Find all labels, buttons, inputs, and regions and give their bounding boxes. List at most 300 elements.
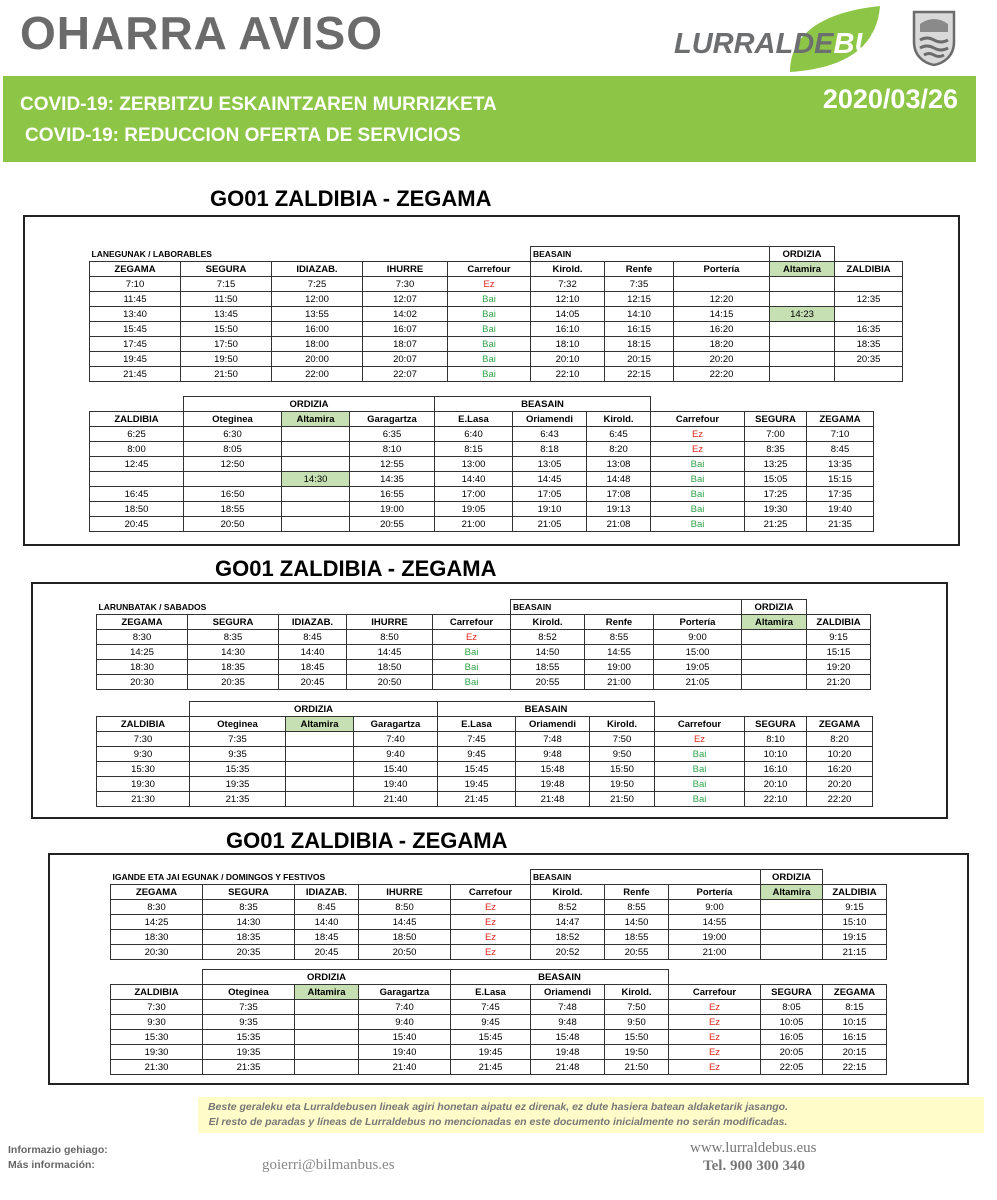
time-cell: 21:08	[587, 517, 651, 532]
time-cell: 12:00	[272, 292, 363, 307]
time-cell: 14:35	[350, 472, 435, 487]
table-row	[97, 675, 871, 690]
time-cell: 14:47	[531, 915, 605, 930]
time-cell: 19:30	[111, 1045, 203, 1060]
time-cell: 11:45	[90, 292, 181, 307]
table-row	[97, 762, 873, 777]
time-cell: Ez	[651, 442, 745, 457]
time-cell: Ez	[451, 915, 531, 930]
time-cell: 12:15	[605, 292, 674, 307]
header-row	[97, 717, 873, 732]
time-cell: 15:15	[807, 645, 871, 660]
time-cell: 7:50	[605, 1000, 669, 1015]
time-cell: 14:55	[585, 645, 654, 660]
column-header: SEGURA	[761, 985, 823, 1000]
time-cell: 17:00	[435, 487, 513, 502]
time-cell: 18:55	[184, 502, 282, 517]
time-cell: 13:00	[435, 457, 513, 472]
column-header: Carrefour	[448, 262, 531, 277]
time-cell: 21:20	[807, 675, 871, 690]
time-cell: 19:50	[590, 777, 655, 792]
time-cell: 19:45	[90, 352, 181, 367]
empty-cell	[111, 970, 203, 985]
time-cell: 8:30	[97, 630, 188, 645]
time-cell: Bai	[655, 747, 745, 762]
empty-cell	[669, 970, 887, 985]
table-row	[111, 915, 887, 930]
time-cell: 19:45	[451, 1045, 531, 1060]
time-cell: 20:35	[188, 675, 279, 690]
time-cell: 21:45	[451, 1060, 531, 1075]
time-cell: 22:07	[363, 367, 448, 382]
note-line-es: El resto de paradas y líneas de Lurraldebus no mencionadas en este documento inicialmente no serán modificadas.	[208, 1116, 788, 1128]
time-cell: 16:00	[272, 322, 363, 337]
time-cell: 10:20	[807, 747, 873, 762]
time-cell: 13:35	[807, 457, 874, 472]
time-cell: 7:30	[363, 277, 448, 292]
table-row	[90, 517, 874, 532]
time-cell: 9:00	[654, 630, 742, 645]
time-cell: 8:55	[605, 900, 669, 915]
column-header: ZALDIBIA	[111, 985, 203, 1000]
column-header: E.Lasa	[451, 985, 531, 1000]
table-row	[90, 307, 903, 322]
time-cell: 19:48	[531, 1045, 605, 1060]
table-row	[90, 337, 903, 352]
time-cell: 20:10	[745, 777, 807, 792]
time-cell: 14:23	[770, 307, 835, 322]
time-cell	[761, 915, 823, 930]
time-cell: 19:00	[585, 660, 654, 675]
time-cell: 14:55	[669, 915, 761, 930]
time-cell: 15:50	[590, 762, 655, 777]
time-cell: 8:45	[279, 630, 347, 645]
header-row	[97, 615, 871, 630]
time-cell: 20:10	[531, 352, 605, 367]
time-cell: 16:07	[363, 322, 448, 337]
column-header: ZEGAMA	[807, 412, 874, 427]
time-cell	[295, 1030, 359, 1045]
time-cell: 19:40	[807, 502, 874, 517]
time-cell: 20:50	[359, 945, 451, 960]
time-cell: 14:25	[111, 915, 203, 930]
time-cell: 19:50	[181, 352, 272, 367]
time-cell: 8:52	[531, 900, 605, 915]
time-cell: 15:48	[516, 762, 590, 777]
column-header: IHURRE	[359, 885, 451, 900]
column-header: Oteginea	[190, 717, 286, 732]
time-cell: 17:45	[90, 337, 181, 352]
time-cell: 9:30	[111, 1015, 203, 1030]
time-cell: 8:50	[347, 630, 433, 645]
time-cell: 19:15	[823, 930, 887, 945]
time-cell: 20:55	[511, 675, 585, 690]
time-cell: 18:35	[188, 660, 279, 675]
time-cell: 6:43	[513, 427, 587, 442]
time-cell: 7:48	[531, 1000, 605, 1015]
coat-of-arms-icon	[910, 8, 958, 66]
table-row	[90, 277, 903, 292]
covid-banner	[3, 76, 976, 162]
column-header: Carrefour	[655, 717, 745, 732]
column-header: IHURRE	[363, 262, 448, 277]
time-cell	[90, 472, 184, 487]
time-cell	[282, 502, 350, 517]
column-header: Carrefour	[651, 412, 745, 427]
time-cell: 7:10	[90, 277, 181, 292]
time-cell: Bai	[655, 762, 745, 777]
time-cell: 17:05	[513, 487, 587, 502]
time-cell	[295, 1000, 359, 1015]
time-cell	[282, 427, 350, 442]
time-cell: 10:05	[761, 1015, 823, 1030]
time-cell: 15:10	[823, 915, 887, 930]
time-cell: 21:45	[438, 792, 516, 807]
page-title: OHARRA AVISO	[20, 7, 383, 59]
column-header: E.Lasa	[435, 412, 513, 427]
time-cell: 21:40	[359, 1060, 451, 1075]
time-cell: 14:48	[587, 472, 651, 487]
time-cell: 17:35	[807, 487, 874, 502]
time-cell: 14:50	[511, 645, 585, 660]
time-cell: 18:30	[111, 930, 203, 945]
time-cell: 18:55	[511, 660, 585, 675]
time-cell: Bai	[655, 792, 745, 807]
lurraldebus-logo	[672, 4, 895, 72]
time-cell: 8:35	[188, 630, 279, 645]
time-cell: 11:50	[181, 292, 272, 307]
time-cell	[835, 367, 903, 382]
time-cell	[295, 1060, 359, 1075]
logo-text-lurralde: LURRALDE	[674, 28, 834, 60]
website-link[interactable]: www.lurraldebus.eus	[690, 1140, 817, 1156]
time-cell: 18:35	[203, 930, 295, 945]
column-header: Kirold.	[531, 885, 605, 900]
outbound-timetable	[96, 599, 871, 690]
time-cell: 14:40	[435, 472, 513, 487]
time-cell: 18:50	[347, 660, 433, 675]
time-cell	[286, 792, 354, 807]
table-row	[97, 660, 871, 675]
time-cell: Bai	[655, 777, 745, 792]
time-cell: 21:05	[513, 517, 587, 532]
column-header: ZALDIBIA	[90, 412, 184, 427]
time-cell: 9:15	[807, 630, 871, 645]
column-header: ZEGAMA	[97, 615, 188, 630]
column-header: SEGURA	[745, 717, 807, 732]
column-header: Altamira	[282, 412, 350, 427]
time-cell: 18:50	[359, 930, 451, 945]
time-cell: 19:20	[807, 660, 871, 675]
service-day-label: IGANDE ETA JAI EGUNAK / DOMINGOS Y FESTIVOS	[112, 871, 326, 882]
time-cell: 20:15	[823, 1045, 887, 1060]
time-cell	[286, 732, 354, 747]
time-cell: 21:50	[590, 792, 655, 807]
time-cell: 15:48	[531, 1030, 605, 1045]
time-cell: 10:15	[823, 1015, 887, 1030]
time-cell: 21:00	[669, 945, 761, 960]
time-cell: 12:50	[184, 457, 282, 472]
column-header: Oteginea	[203, 985, 295, 1000]
time-cell: 9:40	[354, 747, 438, 762]
table-row	[111, 1030, 887, 1045]
logo-text-bus: BUS	[833, 28, 895, 60]
time-cell: 20:05	[761, 1045, 823, 1060]
time-cell: 20:45	[90, 517, 184, 532]
time-cell: 13:40	[90, 307, 181, 322]
time-cell: 21:35	[807, 517, 874, 532]
group-ordizia: ORDIZIA	[742, 600, 807, 615]
group-ordizia: ORDIZIA	[761, 870, 823, 885]
time-cell: Ez	[655, 732, 745, 747]
column-header: Garagartza	[350, 412, 435, 427]
time-cell: 8:52	[511, 630, 585, 645]
time-cell: 19:13	[587, 502, 651, 517]
time-cell: 7:25	[272, 277, 363, 292]
column-header: IDIAZAB.	[272, 262, 363, 277]
time-cell: 9:50	[605, 1015, 669, 1030]
column-header: Garagartza	[359, 985, 451, 1000]
time-cell: 18:10	[531, 337, 605, 352]
time-cell	[770, 337, 835, 352]
time-cell: 21:45	[90, 367, 181, 382]
time-cell	[282, 442, 350, 457]
time-cell: 12:20	[674, 292, 770, 307]
time-cell: 21:30	[111, 1060, 203, 1075]
time-cell: 18:45	[295, 930, 359, 945]
table-row	[97, 732, 873, 747]
time-cell: 7:45	[438, 732, 516, 747]
group-beasain: BEASAIN	[531, 247, 770, 262]
time-cell: 20:07	[363, 352, 448, 367]
time-cell: 18:00	[272, 337, 363, 352]
time-cell: 15:35	[203, 1030, 295, 1045]
empty-cell	[655, 702, 873, 717]
table-row	[90, 442, 874, 457]
time-cell	[742, 675, 807, 690]
time-cell: 18:55	[605, 930, 669, 945]
phone-number: Tel. 900 300 340	[703, 1158, 805, 1174]
time-cell: 19:50	[605, 1045, 669, 1060]
time-cell: 16:10	[531, 322, 605, 337]
empty-cell	[651, 397, 874, 412]
group-beasain: BEASAIN	[531, 870, 761, 885]
column-header: IHURRE	[347, 615, 433, 630]
column-header: SEGURA	[745, 412, 807, 427]
time-cell: 21:00	[585, 675, 654, 690]
table-row	[111, 900, 887, 915]
table-row	[97, 630, 871, 645]
time-cell: 8:15	[435, 442, 513, 457]
time-cell: 22:05	[761, 1060, 823, 1075]
column-header: Renfe	[585, 615, 654, 630]
time-cell: Bai	[433, 675, 511, 690]
time-cell: 20:35	[835, 352, 903, 367]
time-cell: 17:25	[745, 487, 807, 502]
empty-cell	[97, 702, 190, 717]
time-cell: 8:30	[111, 900, 203, 915]
time-cell	[282, 517, 350, 532]
column-header: E.Lasa	[438, 717, 516, 732]
time-cell: 16:50	[184, 487, 282, 502]
column-header: ZEGAMA	[807, 717, 873, 732]
time-cell: 7:15	[181, 277, 272, 292]
time-cell: 14:10	[605, 307, 674, 322]
time-cell: Bai	[448, 337, 531, 352]
empty-cell	[807, 600, 871, 615]
time-cell: 14:30	[282, 472, 350, 487]
time-cell: 19:00	[669, 930, 761, 945]
time-cell: 8:00	[90, 442, 184, 457]
column-header: Oteginea	[184, 412, 282, 427]
empty-cell	[823, 870, 887, 885]
column-header: Kirold.	[590, 717, 655, 732]
column-header: Portería	[669, 885, 761, 900]
time-cell: Ez	[451, 945, 531, 960]
time-cell: 21:35	[203, 1060, 295, 1075]
inbound-timetable	[89, 396, 874, 532]
table-row	[111, 1060, 887, 1075]
time-cell: 22:10	[745, 792, 807, 807]
time-cell: 18:45	[279, 660, 347, 675]
column-header: ZALDIBIA	[97, 717, 190, 732]
table-row	[97, 747, 873, 762]
time-cell: Bai	[651, 502, 745, 517]
time-cell: 8:20	[807, 732, 873, 747]
column-header: Garagartza	[354, 717, 438, 732]
time-cell: 7:32	[531, 277, 605, 292]
column-header: SEGURA	[181, 262, 272, 277]
time-cell: 7:35	[203, 1000, 295, 1015]
time-cell: 20:15	[605, 352, 674, 367]
group-beasain: BEASAIN	[435, 397, 651, 412]
time-cell: 12:55	[350, 457, 435, 472]
time-cell: 15:00	[654, 645, 742, 660]
time-cell: 16:05	[761, 1030, 823, 1045]
time-cell: 7:45	[451, 1000, 531, 1015]
table-row	[90, 472, 874, 487]
time-cell: 15:50	[181, 322, 272, 337]
banner-line-eu: COVID-19: ZERBITZU ESKAINTZAREN MURRIZKETA	[20, 94, 497, 115]
time-cell: 21:50	[181, 367, 272, 382]
column-header: ZALDIBIA	[823, 885, 887, 900]
contact-email-link[interactable]: goierri@bilmanbus.es	[262, 1157, 395, 1173]
time-cell: 14:45	[359, 915, 451, 930]
time-cell: 16:55	[350, 487, 435, 502]
time-cell: 18:50	[90, 502, 184, 517]
time-cell: 15:30	[111, 1030, 203, 1045]
table-row	[90, 367, 903, 382]
column-header: Altamira	[742, 615, 807, 630]
time-cell: 15:45	[90, 322, 181, 337]
column-header: ZALDIBIA	[835, 262, 903, 277]
time-cell: 22:15	[605, 367, 674, 382]
time-cell: 20:35	[203, 945, 295, 960]
time-cell: 20:20	[674, 352, 770, 367]
column-header: Renfe	[605, 885, 669, 900]
time-cell: 7:48	[516, 732, 590, 747]
time-cell: 22:00	[272, 367, 363, 382]
table-row	[90, 487, 874, 502]
time-cell: 13:05	[513, 457, 587, 472]
time-cell: 19:30	[97, 777, 190, 792]
table-row	[111, 1015, 887, 1030]
time-cell: 8:50	[359, 900, 451, 915]
service-day-label: LARUNBATAK / SABADOS	[98, 601, 207, 612]
time-cell: 7:10	[807, 427, 874, 442]
outbound-timetable	[89, 246, 903, 382]
time-cell: 14:15	[674, 307, 770, 322]
time-cell	[770, 292, 835, 307]
time-cell	[742, 645, 807, 660]
time-cell	[761, 900, 823, 915]
time-cell: Bai	[651, 472, 745, 487]
time-cell: 14:45	[513, 472, 587, 487]
time-cell: Ez	[433, 630, 511, 645]
time-cell: 21:05	[654, 675, 742, 690]
time-cell	[761, 945, 823, 960]
time-cell: 7:00	[745, 427, 807, 442]
time-cell	[286, 762, 354, 777]
time-cell: 9:40	[359, 1015, 451, 1030]
time-cell: 14:50	[605, 915, 669, 930]
time-cell: 19:05	[435, 502, 513, 517]
time-cell: 15:45	[438, 762, 516, 777]
column-header: Altamira	[761, 885, 823, 900]
column-header: Oriamendi	[513, 412, 587, 427]
column-header: Oriamendi	[516, 717, 590, 732]
time-cell	[835, 277, 903, 292]
column-header: Oriamendi	[531, 985, 605, 1000]
time-cell: Bai	[448, 307, 531, 322]
section-title-weekdays: GO01 ZALDIBIA - ZEGAMA	[210, 186, 492, 211]
time-cell: 7:40	[354, 732, 438, 747]
header-row	[111, 885, 887, 900]
time-cell: 20:00	[272, 352, 363, 367]
time-cell: 18:15	[605, 337, 674, 352]
time-cell: 16:35	[835, 322, 903, 337]
time-cell: 21:30	[97, 792, 190, 807]
table-row	[90, 457, 874, 472]
time-cell	[742, 660, 807, 675]
time-cell: 6:40	[435, 427, 513, 442]
table-row	[111, 930, 887, 945]
time-cell: 9:35	[203, 1015, 295, 1030]
time-cell: 7:40	[359, 1000, 451, 1015]
time-cell: 20:30	[111, 945, 203, 960]
column-header: SEGURA	[203, 885, 295, 900]
column-header: Kirold.	[605, 985, 669, 1000]
column-header: Carrefour	[451, 885, 531, 900]
column-header: Altamira	[295, 985, 359, 1000]
group-ordizia: ORDIZIA	[190, 702, 438, 717]
time-cell: 18:35	[835, 337, 903, 352]
time-cell: 14:30	[188, 645, 279, 660]
inbound-timetable	[96, 701, 873, 807]
time-cell: 12:07	[363, 292, 448, 307]
time-cell: Ez	[448, 277, 531, 292]
time-cell: 7:35	[190, 732, 286, 747]
column-header: Kirold.	[587, 412, 651, 427]
time-cell: 7:35	[605, 277, 674, 292]
time-cell: 20:45	[295, 945, 359, 960]
time-cell: 13:08	[587, 457, 651, 472]
column-header: Portería	[674, 262, 770, 277]
time-cell: Bai	[448, 352, 531, 367]
time-cell: 20:50	[184, 517, 282, 532]
time-cell: 15:45	[451, 1030, 531, 1045]
table-row	[90, 502, 874, 517]
